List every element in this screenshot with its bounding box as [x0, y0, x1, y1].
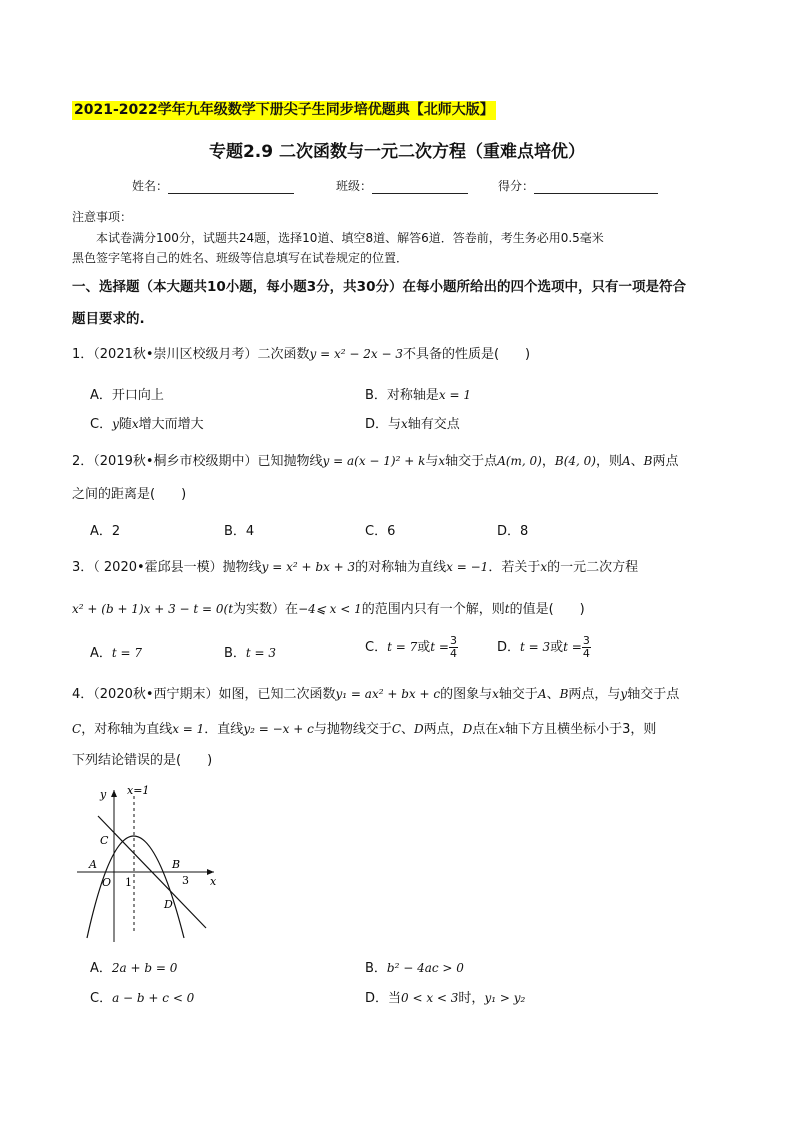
- q4-c-value: a − b + c < 0: [112, 991, 195, 1005]
- figure-point-d: D: [164, 898, 173, 911]
- q1-option-b[interactable]: [365, 384, 471, 403]
- notes-line-2: 黑色签字笔将自己的姓名、班级等信息填写在试卷规定的位置．: [72, 251, 409, 265]
- q4-l2-c: 与抛物线交于: [313, 722, 392, 737]
- section-heading-line-2: 题目要求的.: [72, 311, 145, 327]
- q3-d-or: 或: [550, 640, 564, 655]
- q3-option-b[interactable]: [224, 642, 276, 661]
- figure-y-label: y: [100, 788, 107, 801]
- q1-c-label: C．: [90, 417, 113, 432]
- q3-d-fraction: [582, 635, 591, 660]
- q2-stem-line-1: [72, 451, 679, 472]
- figure-point-c: C: [100, 834, 109, 847]
- q3-option-a[interactable]: [90, 642, 142, 661]
- q4-a-label: A．: [90, 961, 112, 976]
- q3-mid2: ．若关于: [488, 560, 541, 575]
- q3-c-fraction: [449, 635, 458, 660]
- q3-c-label: C．: [365, 640, 388, 655]
- q4-d-label: D．当: [365, 991, 402, 1006]
- q4-l2-b: ．直线: [204, 722, 244, 737]
- q4-d-range: 0 < x < 3: [401, 991, 459, 1005]
- q4-l1-b: 的图象与: [440, 687, 493, 702]
- figure-origin-label: O: [102, 876, 112, 889]
- q4-stem-line-3: 下列结论错误的是( ): [72, 753, 213, 768]
- figure-point-a: A: [89, 858, 97, 871]
- q4-option-c[interactable]: [90, 987, 194, 1006]
- page-title: 专题2.9 二次函数与一元二次方程（重难点培优）: [208, 142, 586, 162]
- q4-stem-line-2: [72, 719, 656, 740]
- q3-a-value: t = 7: [111, 646, 143, 660]
- q1-c-mid: 随: [118, 417, 132, 432]
- parabola-figure: [72, 782, 232, 944]
- name-field: [132, 177, 294, 194]
- q2-x: x: [438, 454, 446, 468]
- q4-l1-d: 、: [546, 687, 560, 702]
- q3-d-pre: t = 3: [520, 640, 551, 654]
- q4-stem-line-1: [72, 684, 679, 705]
- q4-l1-x: x: [492, 687, 499, 701]
- score-blank[interactable]: [534, 180, 658, 194]
- q4-b-value: b² − 4ac > 0: [386, 961, 464, 975]
- q4-l2-f: 点在: [472, 722, 499, 737]
- figure-x-label: x: [210, 875, 217, 888]
- q4-l2-axis: x = 1: [172, 722, 205, 736]
- q2-point-a: A(m, 0): [497, 454, 542, 468]
- q1-suffix: 不具备的性质是( ): [402, 347, 531, 362]
- class-label: 班级：: [336, 179, 373, 193]
- q3-x: x: [540, 560, 548, 574]
- q4-l1-f: 轴交于点: [627, 687, 680, 702]
- score-field: [498, 177, 658, 194]
- q3-option-d[interactable]: [497, 635, 591, 660]
- q3-range-end: 的范围内只有一个解，则: [361, 602, 505, 617]
- notes-line-1: 本试卷满分100分，试题共24题，选择10道、填空8道、解答6道．答卷前，考生务必用0.5毫米: [96, 231, 604, 245]
- q2-mid2: 轴交于点: [445, 454, 498, 469]
- q3-t: t: [504, 602, 510, 616]
- q4-option-a[interactable]: [90, 957, 177, 976]
- q1-d-x: x: [401, 417, 408, 431]
- q1-c-x: x: [131, 417, 139, 431]
- q4-l2-d: 、: [401, 722, 415, 737]
- q2-expr: y = a(x − 1)² + k: [322, 454, 426, 468]
- q4-l1-A: A: [537, 687, 547, 701]
- q4-l2-e: 两点，: [423, 722, 463, 737]
- y-axis-arrow: [111, 790, 117, 797]
- q4-l1-a: 4．（2020秋•西宁期末）如图，已知二次函数: [72, 687, 336, 702]
- q1-d-label: D．与: [365, 417, 402, 432]
- q4-l2-D: D: [414, 722, 424, 736]
- q1-option-a[interactable]: A．开口向上: [90, 388, 164, 403]
- q2-label-a: A: [621, 454, 631, 468]
- q4-l2-a: ，对称轴为直线: [81, 722, 173, 737]
- q2-point-b: B(4, 0): [554, 454, 596, 468]
- q3-b-value: t = 3: [245, 646, 277, 660]
- class-field: [336, 177, 468, 194]
- name-blank[interactable]: [168, 180, 294, 194]
- q2-comma: ，: [541, 454, 555, 469]
- figure-tick-3: 3: [182, 874, 189, 887]
- q3-equation: x² + (b + 1)x + 3 − t = 0(t: [72, 602, 234, 616]
- q4-d-expr: y₁ > y₂: [484, 991, 526, 1005]
- notes-heading: 注意事项：: [72, 210, 133, 224]
- q2-prefix: 2．（2019秋•桐乡市校级期中）已知抛物线: [72, 454, 323, 469]
- q4-l2-expr: y₂ = −x + c: [243, 722, 314, 736]
- section-heading-line-1: 一、选择题（本大题共10小题，每小题3分，共30分）在每小题所给出的四个选项中，只有一项是符合: [72, 279, 686, 295]
- q4-c-label: C．: [90, 991, 113, 1006]
- q3-c-pre: t = 7: [387, 640, 418, 654]
- q3-stem-line-1: [72, 557, 638, 578]
- q1-c-end: 增大而增大: [138, 417, 204, 432]
- class-blank[interactable]: [372, 180, 468, 194]
- q3-d-frac-den: 4: [582, 647, 590, 660]
- q4-b-label: B．: [365, 961, 387, 976]
- q4-d-mid: 时，: [458, 991, 485, 1006]
- q4-l2-D2: D: [462, 722, 473, 736]
- q3-d-frac-num: 3: [582, 634, 590, 647]
- q3-line2-end: 的值是( ): [509, 602, 585, 617]
- q2-stem-line-2: 之间的距离是( ): [72, 487, 187, 502]
- q2-option-a[interactable]: A．2: [90, 524, 121, 539]
- series-banner: 2021-2022学年九年级数学下册尖子生同步培优题典【北师大版】: [74, 102, 494, 118]
- q1-d-end: 轴有交点: [407, 417, 460, 432]
- q4-a-value: 2a + b = 0: [111, 961, 178, 975]
- q3-prefix: 3．（ 2020•霍邱县一模）抛物线: [72, 560, 262, 575]
- q4-l1-c: 轴交于: [498, 687, 538, 702]
- q2-mid1: 与: [425, 454, 439, 469]
- q1-expr: y = x² − 2x − 3: [309, 347, 403, 361]
- q3-d-label: D．: [497, 640, 521, 655]
- q1-stem: [72, 344, 530, 365]
- q4-l1-B: B: [559, 687, 569, 701]
- figure-axis-label: x=1: [127, 784, 150, 797]
- q3-expr: y = x² + bx + 3: [261, 560, 356, 574]
- q3-c-or: 或: [417, 640, 431, 655]
- q3-stem-line-2: [72, 599, 585, 620]
- q1-b-expr: x = 1: [438, 388, 472, 402]
- q1-b-label: B．对称轴是: [365, 388, 439, 403]
- q3-eq-note: 为实数）在: [233, 602, 299, 617]
- q1-option-c[interactable]: [90, 413, 204, 432]
- q4-l1-e: 两点，与: [568, 687, 621, 702]
- q3-c-t: t =: [430, 640, 449, 654]
- q4-option-b[interactable]: [365, 957, 464, 976]
- q3-end: 的一元二次方程: [547, 560, 639, 575]
- q4-l2-C2: C: [391, 722, 402, 736]
- q3-range: −4⩽ x < 1: [298, 602, 362, 616]
- q2-option-b[interactable]: B．4: [224, 524, 255, 539]
- q3-axis: x = −1: [446, 560, 489, 574]
- figure-point-b: B: [172, 858, 181, 871]
- q4-l2-g: 轴下方且横坐标小于3，则: [505, 722, 657, 737]
- q3-mid: 的对称轴为直线: [355, 560, 447, 575]
- score-label: 得分：: [498, 179, 535, 193]
- q4-l1-expr: y₁ = ax² + bx + c: [335, 687, 441, 701]
- name-label: 姓名：: [132, 179, 169, 193]
- q3-d-t: t =: [563, 640, 582, 654]
- figure-tick-1: 1: [125, 876, 132, 889]
- q1-option-d[interactable]: [365, 413, 460, 432]
- q3-c-frac-den: 4: [449, 647, 457, 660]
- q2-sep: 、: [630, 454, 644, 469]
- q4-option-d[interactable]: [365, 987, 525, 1006]
- q4-l2-C: C: [72, 722, 82, 736]
- q3-b-label: B．: [224, 646, 246, 661]
- q2-option-c[interactable]: C．6: [365, 524, 396, 539]
- q3-c-frac-num: 3: [449, 634, 457, 647]
- q2-option-d[interactable]: D．8: [497, 524, 529, 539]
- q4-l1-y: y: [620, 687, 628, 701]
- q3-a-label: A．: [90, 646, 112, 661]
- q2-end: 两点: [652, 454, 679, 469]
- q1-c-y: y: [112, 417, 119, 431]
- q3-option-c[interactable]: [365, 635, 458, 660]
- q4-l2-x: x: [498, 722, 506, 736]
- q2-label-b: B: [643, 454, 653, 468]
- q1-prefix: 1．（2021秋•崇川区校级月考）二次函数: [72, 347, 310, 362]
- q2-mid3: ，则: [595, 454, 622, 469]
